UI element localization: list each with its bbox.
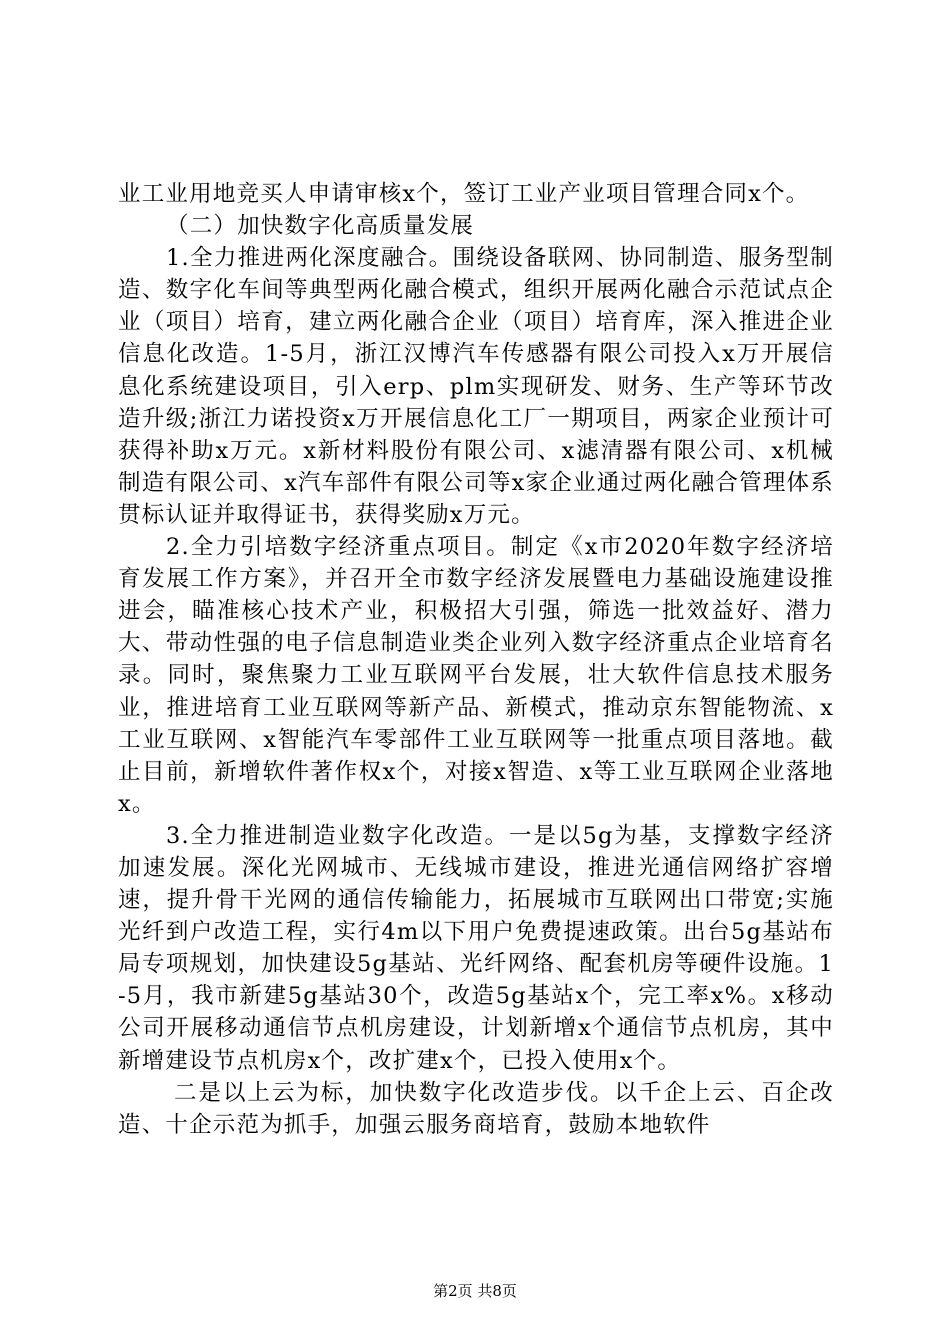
paragraph-continuation: 业工业用地竞买人申请审核x个，签订工业产业项目管理合同x个。 [118,181,810,207]
paragraph-item-3: 3.全力推进制造业数字化改造。一是以5g为基，支撑数字经济加速发展。深化光网城市、无线城市建设，推进光通信网络扩容增速，提升骨干光网的通信传输能力，拓展城市互联网出口带宽;实施光纤到户改造工程，实行4m以下用户免费提速政策。出台5g基站布局专项规划，加快建设5g基站、光纤网络、配套机房等硬件设施。1-5月，我市新建5g基站30个，改造5g基站x个，完工率x%。x移动公司开展移动通信节点机房建设，计划新增x个通信节点机房，其中新增建设节点机房x个，改扩建x个，已投入使用x个。 [118,822,834,1074]
paragraph-sub-item: 二是以上云为标，加快数字化改造步伐。以千企上云、百企改造、十企示范为抓手，加强云服务商培育，鼓励本地软件 [118,1079,834,1138]
section-heading: （二）加快数字化高质量发展 [166,213,475,240]
paragraph-item-1: 1.全力推进两化深度融合。围绕设备联网、协同制造、服务型制造、数字化车间等典型两化融合模式，组织开展两化融合示范试点企业（项目）培育，建立两化融合企业（项目）培育库，深入推进企业信息化改造。1-5月，浙江汉博汽车传感器有限公司投入x万开展信息化系统建设项目，引入erp、plm实现研发、财务、生产等环节改造升级;浙江力诺投资x万开展信息化工厂一期项目，两家企业预计可获得补助x万元。x新材料股份有限公司、x滤清器有限公司、x机械制造有限公司、x汽车部件有限公司等x家企业通过两化融合管理体系贯标认证并取得证书，获得奖励x万元。 [118,245,834,528]
paragraph-item-2: 2.全力引培数字经济重点项目。制定《x市2020年数字经济培育发展工作方案》，并召开全市数字经济发展暨电力基础设施建设推进会，瞄准核心技术产业，积极招大引强，筛选一批效益好、潜力大、带动性强的电子信息制造业类企业列入数字经济重点企业培育名录。同时，聚焦聚力工业互联网平台发展，壮大软件信息技术服务业，推进培育工业互联网等新产品、新模式，推动京东智能物流、x工业互联网、x智能汽车零部件工业互联网等一批重点项目落地。截止目前，新增软件著作权x个，对接x智造、x等工业互联网企业落地x。 [118,534,834,817]
document-body [118,178,834,1141]
page-footer: 第2页 共8页 [433,1282,517,1300]
